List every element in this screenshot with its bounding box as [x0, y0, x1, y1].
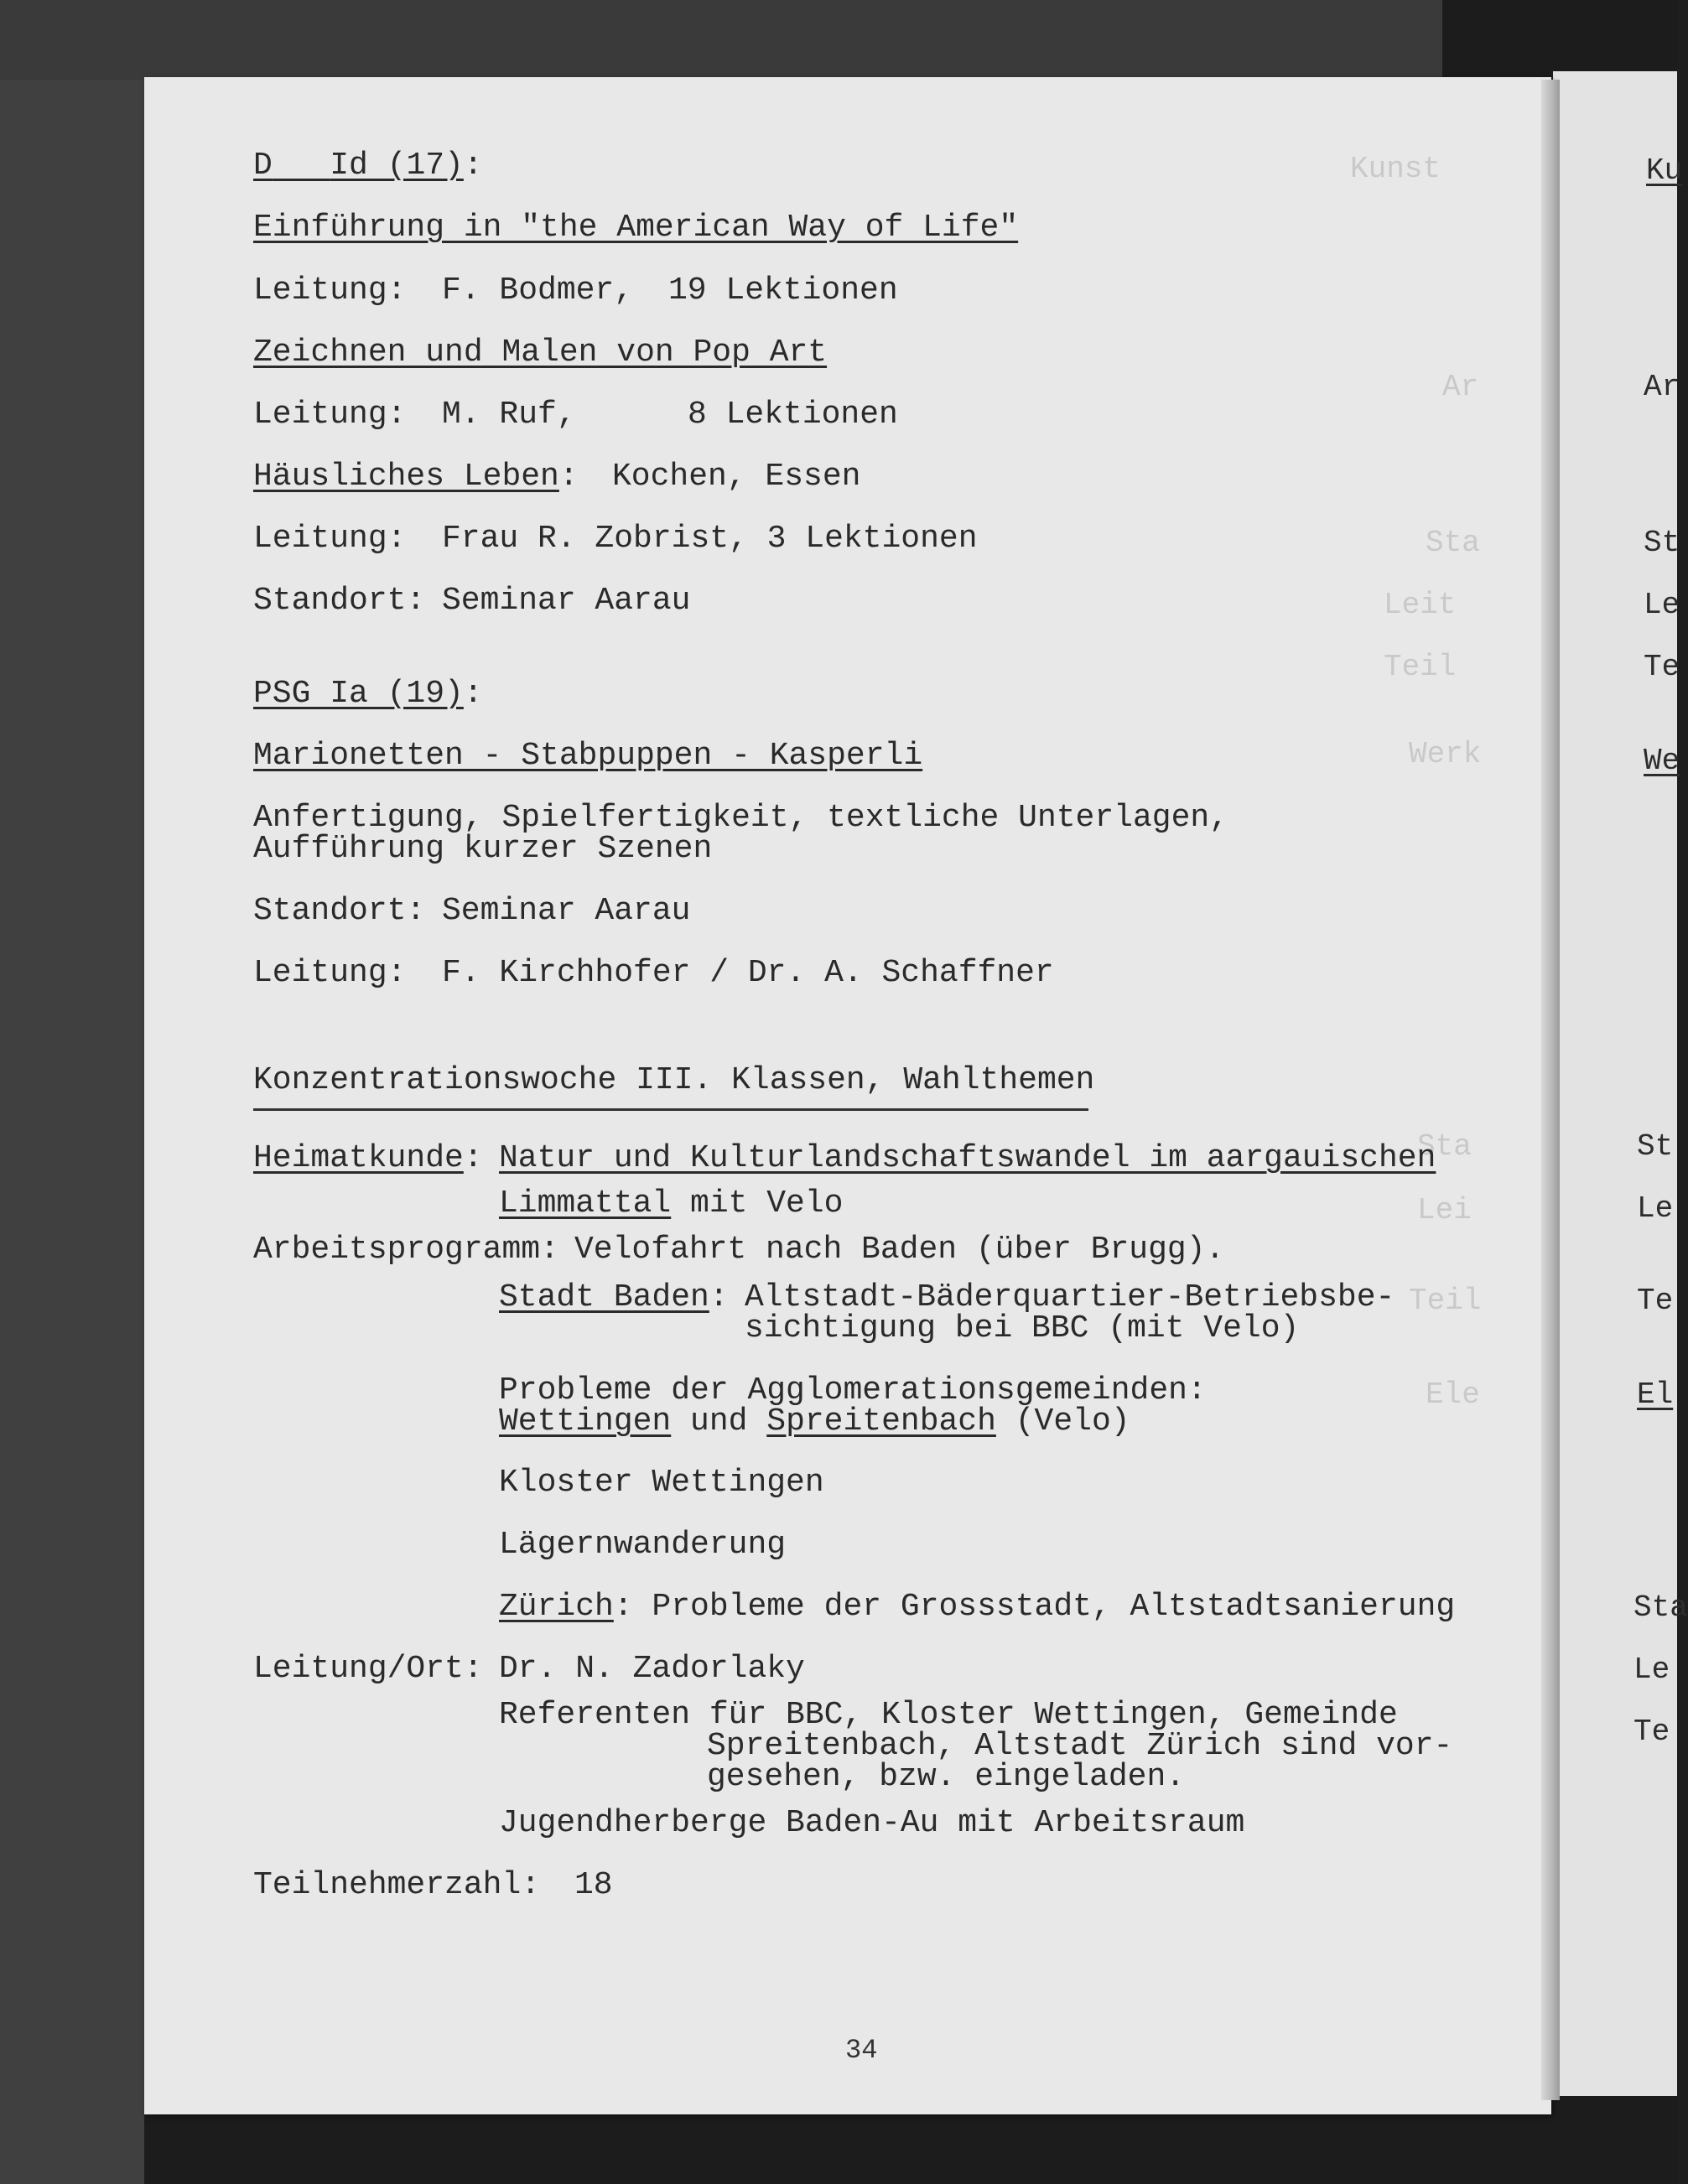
- facing-page-text: Le: [1633, 1652, 1670, 1687]
- herberge-line: Jugendherberge Baden-Au mit Arbeitsraum: [499, 1805, 1245, 1841]
- zuerich-rest: : Probleme der Grossstadt, Altstadtsanierung: [613, 1589, 1456, 1625]
- heimatkunde-topic-line2: [499, 1187, 843, 1221]
- standort-value: Seminar Aarau: [442, 583, 691, 619]
- bleed-text: Sta: [1426, 526, 1480, 560]
- facing-page-text: Te: [1644, 650, 1680, 684]
- und: und: [671, 1403, 767, 1440]
- spreitenbach: Spreitenbach: [766, 1403, 996, 1440]
- heading-colon: :: [463, 148, 483, 184]
- referenten-line: Referenten für BBC, Kloster Wettingen, Gemeinde: [499, 1697, 1398, 1733]
- stadt-baden-line: sichtigung bei BBC (mit Velo): [745, 1310, 1300, 1346]
- facing-page-text: El: [1637, 1377, 1674, 1412]
- topic-rest: mit Velo: [671, 1185, 844, 1222]
- bleed-text: Werk: [1409, 737, 1482, 771]
- facing-page-text: Ar: [1644, 370, 1680, 404]
- heimatkunde-label-line: [253, 1142, 483, 1175]
- gemeinden-line: [499, 1405, 1130, 1439]
- course-topic: Kochen, Essen: [612, 459, 861, 495]
- section-heading-konzentrationswoche: Konzentrationswoche III. Klassen, Wahlthemen: [253, 1062, 1095, 1098]
- section-heading-psg: [253, 677, 483, 711]
- facing-page-text: St: [1644, 526, 1680, 560]
- lessons-value: 8 Lektionen: [688, 397, 898, 433]
- facing-page-text: St: [1637, 1129, 1674, 1164]
- bleed-text: Leit: [1384, 588, 1457, 622]
- leitung-label: Leitung:: [253, 272, 407, 309]
- kloster-line: Kloster Wettingen: [499, 1465, 824, 1501]
- arbeitsprogramm-label: Arbeitsprogramm:: [253, 1232, 559, 1268]
- page-spine-shadow: [1541, 80, 1560, 2100]
- standort-value: Seminar Aarau: [442, 893, 691, 929]
- label-colon: :: [463, 1140, 483, 1176]
- probleme-line: Probleme der Agglomerationsgemeinden:: [499, 1372, 1207, 1408]
- leitung-label: Leitung:: [253, 397, 407, 433]
- teilnehmer-value: 18: [574, 1867, 613, 1903]
- lessons-value: 19 Lektionen: [668, 272, 898, 309]
- laegern-line: Lägernwanderung: [499, 1527, 787, 1563]
- description-line: Anfertigung, Spielfertigkeit, textliche Unterlagen,: [253, 800, 1228, 836]
- leitung-label: Leitung:: [253, 521, 407, 557]
- facing-page-text: Le: [1637, 1191, 1674, 1226]
- heading-gap: [273, 148, 330, 184]
- heimatkunde-topic: Natur und Kulturlandschaftswandel im aargauischen: [499, 1140, 1436, 1176]
- bleed-text: Teil: [1409, 1284, 1482, 1318]
- heading-code: D: [253, 148, 273, 184]
- leitung-ort-value: Dr. N. Zadorlaky: [499, 1651, 805, 1687]
- heading-main: PSG Ia (19): [253, 676, 464, 712]
- bleed-text: Kunst: [1350, 152, 1441, 186]
- facing-page-text: Sta: [1633, 1590, 1688, 1625]
- heading-colon: :: [463, 676, 483, 712]
- leitung-value: M. Ruf,: [442, 397, 576, 433]
- zuerich-line: [499, 1590, 1455, 1624]
- limmattal: Limmattal: [499, 1185, 672, 1222]
- section-heading-did: [253, 149, 483, 183]
- course-title: Zeichnen und Malen von Pop Art: [253, 335, 828, 371]
- stadt-baden-label-line: [499, 1281, 729, 1315]
- wettingen: Wettingen: [499, 1403, 672, 1440]
- facing-page-text: Te: [1637, 1284, 1674, 1318]
- leitung-value: F. Kirchhofer / Dr. A. Schaffner: [442, 955, 1054, 991]
- referenten-line: Spreitenbach, Altstadt Zürich sind vor-: [707, 1728, 1453, 1764]
- referenten-line: gesehen, bzw. eingeladen.: [707, 1759, 1186, 1795]
- stadt-baden-label: Stadt Baden: [499, 1279, 709, 1315]
- course-title-line: [253, 460, 579, 494]
- course-title: Marionetten - Stabpuppen - Kasperli: [253, 738, 923, 774]
- leitung-value: F. Bodmer,: [442, 272, 634, 309]
- stadt-baden-line: Altstadt-Bäderquartier-Betriebsbe-: [745, 1279, 1395, 1315]
- arbeitsprogramm-value: Velofahrt nach Baden (über Brugg).: [574, 1232, 1225, 1268]
- facing-page-text: Le: [1644, 588, 1680, 622]
- page-number: 34: [845, 2035, 878, 2066]
- standort-label: Standort:: [253, 583, 426, 619]
- heimatkunde-label: Heimatkunde: [253, 1140, 464, 1176]
- bleed-text: Lei: [1417, 1193, 1472, 1227]
- course-title: Einführung in "the American Way of Life": [253, 210, 1019, 246]
- bleed-text: Ele: [1426, 1377, 1480, 1412]
- bleed-text: Sta: [1417, 1129, 1472, 1164]
- leitung-ort-label: Leitung/Ort:: [253, 1651, 483, 1687]
- leitung-label: Leitung:: [253, 955, 407, 991]
- description-line: Aufführung kurzer Szenen: [253, 831, 713, 867]
- facing-page-text: We: [1644, 744, 1680, 778]
- title-colon: :: [558, 459, 579, 495]
- teilnehmer-label: Teilnehmerzahl:: [253, 1867, 541, 1903]
- heading-class: Id (17): [330, 148, 464, 184]
- leitung-value: Frau R. Zobrist, 3 Lektionen: [442, 521, 978, 557]
- scan-top-edge: [0, 0, 1442, 80]
- facing-page-text: Te: [1633, 1715, 1670, 1749]
- scan-left-edge: [0, 80, 144, 2184]
- standort-label: Standort:: [253, 893, 426, 929]
- heading-rule: [253, 1108, 1088, 1111]
- course-title: Häusliches Leben: [253, 459, 559, 495]
- label-colon: :: [709, 1279, 729, 1315]
- facing-page-text: Ku: [1646, 153, 1683, 188]
- bleed-text: Teil: [1384, 650, 1457, 684]
- zuerich-label: Zürich: [499, 1589, 614, 1625]
- velo: (Velo): [995, 1403, 1130, 1440]
- bleed-text: Ar: [1442, 370, 1479, 404]
